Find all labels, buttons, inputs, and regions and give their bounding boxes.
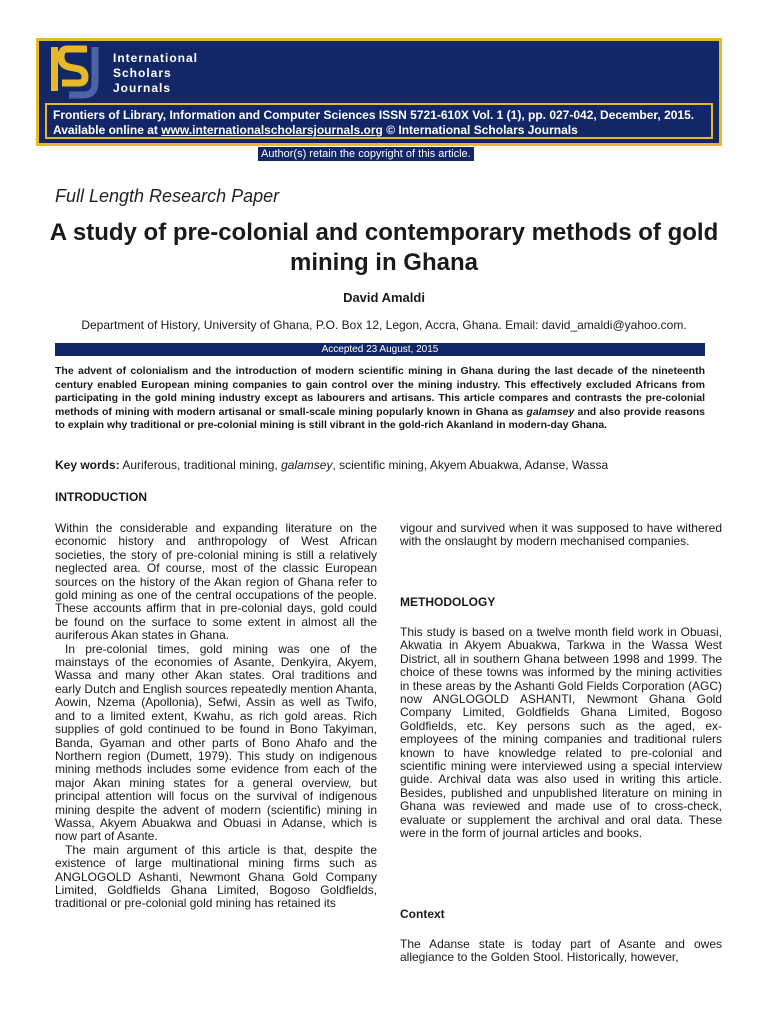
intro-paragraph-1: Within the considerable and expanding literature on the economic history and anthropology of West African societies, the story of pre-colonial mining is still a relatively neglected area. Of course, most of the classic European sources on the history of the Akan region of Ghana refer to gold mining as one of the central occupations of the people. These accounts affirm that in pre-colonial days, gold could be found on the surface to some extent in almost all the auriferous Akan states in Ghana.	[55, 521, 377, 643]
abstract	[55, 365, 705, 433]
citation-suffix: © International Scholars Journals	[382, 123, 578, 137]
abstract-part-2: and also provide reasons to explain why traditional or pre-colonial mining is still vibrant in the gold-rich Akanland in modern-day Ghana.	[55, 405, 706, 431]
abstract-part-1: The advent of colonialism and the introduction of modern scientific mining in Ghana during the last decade of the nineteenth century enabled European mining companies to gain control over the mining industry. This effectively excluded Africans from participating in the gold mining industry except as labourers and artisans. This article compares and contrasts the pre-colonial methods of mining with modern artisanal or small-scale mining popularly known in Ghana as	[55, 365, 705, 418]
brand-line-1: International	[113, 51, 199, 65]
context-text: The Adanse state is today part of Asante and owes allegiance to the Golden Stool. Historically, however,	[400, 937, 722, 965]
methodology-heading: METHODOLOGY	[400, 595, 496, 609]
citation-box	[45, 103, 713, 139]
introduction-heading: INTRODUCTION	[55, 490, 147, 504]
copyright-notice: Author(s) retain the copyright of this article.	[258, 147, 474, 161]
intro-paragraph-3: The main argument of this article is that, despite the existence of large multinational mining firms such as ANGLOGOLD Ashanti, Newmont Ghana Gold Company Limited, Goldfields Ghana Limited, Bogoso Goldfields, traditional or pre-colonial gold mining has retained its	[55, 842, 377, 911]
journal-brand	[113, 51, 198, 96]
methodology-text: This study is based on a twelve month field work in Obuasi, Akwatia in Akyem Abuakwa, Tarkwa in the Wassa West District, all in southern Ghana between 1998 and 1999. The choice of these towns was informed by the mining activities in these areas by the Ashanti Gold Fields Corporation (AGC) now ANGLOGOLD ASHANTI, Newmont Ghana Gold Company Limited, Goldfields Ghana Limited, Bogoso Goldfields, etc. Key persons such as the aged, ex-employees of the mining companies and traditional rulers known to have knowledge related to pre-colonial and scientific mining were interviewed using a special interview guide. Archival data was also used in writing this article. Besides, published and unpublished literature on mining in Ghana was reviewed and made use of to cross-check, evaluate or supplement the archival and oral data. These were in the form of journal articles and books.	[400, 625, 722, 841]
keywords-italic: galamsey	[281, 458, 333, 472]
keywords-label: Key words:	[55, 458, 120, 472]
left-column	[55, 522, 377, 911]
journal-url-link[interactable]: www.internationalscholarsjournals.org	[161, 123, 383, 137]
isj-logo	[49, 43, 107, 103]
paper-type: Full Length Research Paper	[55, 186, 280, 206]
abstract-italic: galamsey	[526, 405, 575, 418]
author-affiliation: Department of History, University of Ghana, P.O. Box 12, Legon, Accra, Ghana. Email: david_amaldi@yahoo.com.	[81, 318, 687, 332]
brand-line-2: Scholars	[113, 66, 172, 80]
keywords-part-2: , scientific mining, Akyem Abuakwa, Adanse, Wassa	[332, 458, 609, 472]
journal-banner	[36, 38, 722, 146]
keywords	[55, 458, 705, 472]
accepted-date-bar: Accepted 23 August, 2015	[55, 343, 705, 356]
citation-prefix: Frontiers of Library, Information and Computer Sciences ISSN 5721-610X Vol. 1 (1), pp. 027-042, December, 2015. Available online at	[53, 108, 695, 137]
brand-line-3: Journals	[113, 81, 172, 95]
context-heading: Context	[400, 907, 445, 921]
intro-continuation: vigour and survived when it was supposed to have withered with the onslaught by modern mechanised companies.	[400, 521, 722, 549]
author-name: David Amaldi	[343, 290, 425, 305]
keywords-part-1: Auriferous, traditional mining,	[119, 458, 282, 472]
paper-title: A study of pre-colonial and contemporary methods of gold mining in Ghana	[49, 219, 719, 276]
intro-paragraph-2: In pre-colonial times, gold mining was one of the mainstays of the economies of Asante, Denkyira, Akyem, Wassa and many other Akan states. Oral traditions and early Dutch and English sources repeatedly mention Ahanta, Aowin, Nzema (Apollonia), Sefwi, Assin as well as Twifo, and to a limited extent, Kwahu, as rich gold areas. Rich supplies of gold continued to be found in Bono Takyiman, Banda, Gyaman and other parts of Bono Ahafo and the Northern region (Dumett, 1979). This study on indigenous mining methods includes some evidence from each of the major Akan mining states for a general overview, but principal attention will focus on the survival of indigenous mining despite the advent of modern (scientific) mining in Wassa, Akyem Abuakwa and Obuasi in Adanse, which is now part of Asante.	[55, 641, 377, 844]
